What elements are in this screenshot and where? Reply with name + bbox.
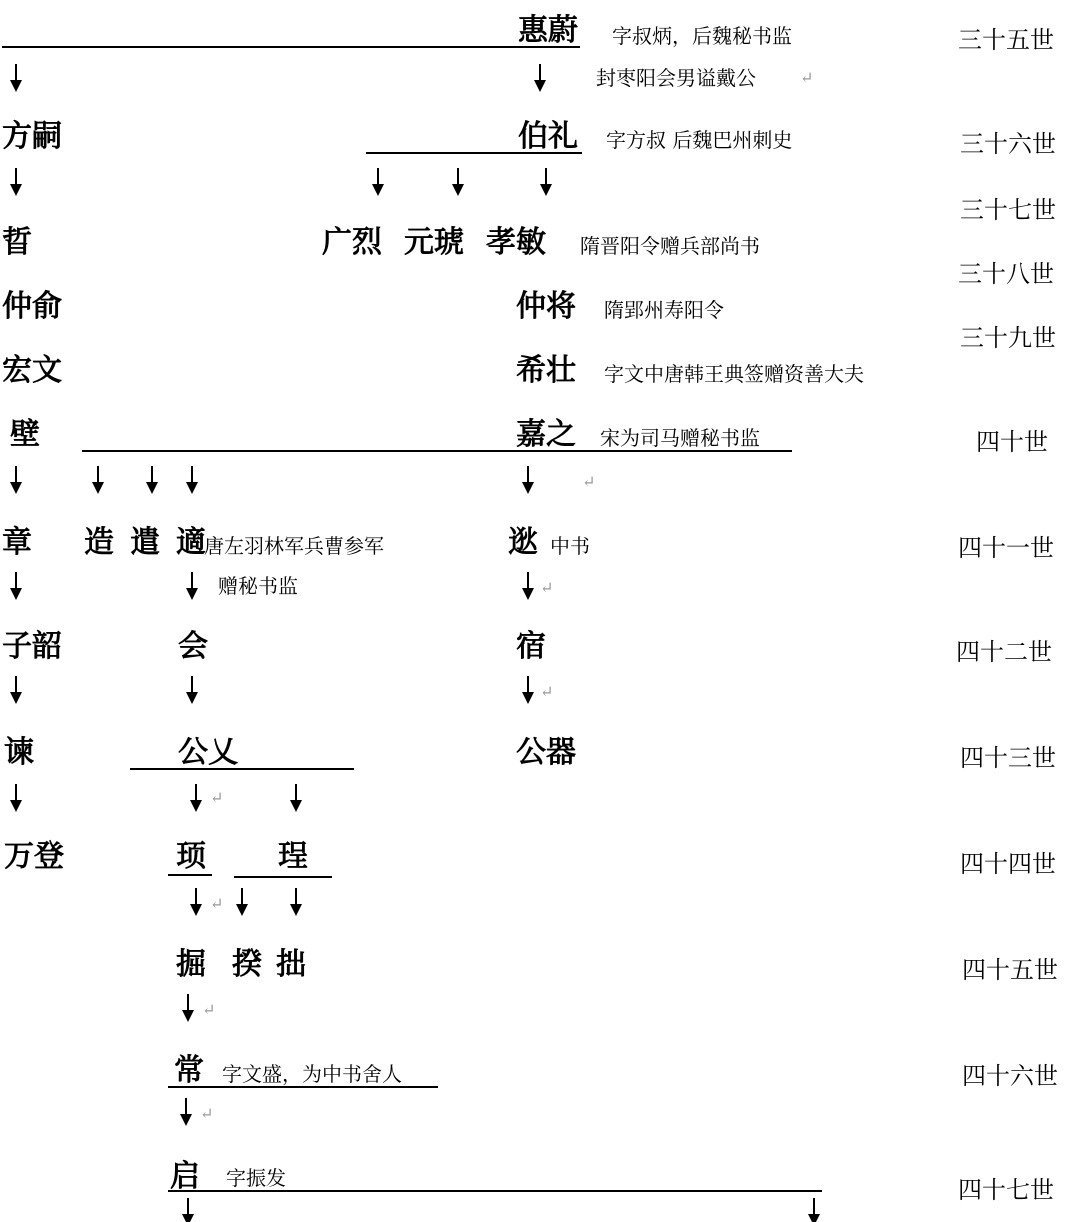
person-zhuo: 拙 — [276, 947, 306, 982]
person-hongwen: 宏文 — [2, 353, 62, 388]
lineage-line — [168, 1086, 438, 1088]
person-ti: 逖 — [508, 525, 538, 560]
person-note: 字文中唐韩王典签赠资善大夫 — [604, 362, 864, 386]
descent-arrow — [539, 168, 553, 198]
return-mark: ↵ — [582, 472, 596, 491]
descent-arrow — [807, 1198, 821, 1220]
generation-label: 四十世 — [976, 428, 1048, 456]
person-note: 赠秘书监 — [218, 574, 298, 598]
descent-arrow — [189, 784, 203, 814]
person-chang: 常 — [174, 1053, 204, 1088]
person-jin: 遣 — [130, 525, 160, 560]
descent-arrow — [451, 168, 465, 198]
person-zao: 造 — [84, 525, 114, 560]
person-note: 字振发 — [226, 1166, 286, 1190]
generation-label: 三十七世 — [960, 196, 1056, 224]
descent-arrow — [9, 676, 23, 706]
person-note: 封枣阳会男谥戴公 — [596, 66, 756, 90]
person-note: 中书 — [550, 534, 590, 558]
descent-arrow — [189, 888, 203, 918]
descent-arrow — [533, 64, 547, 94]
person-hui: 会 — [178, 629, 208, 664]
return-mark: ↵ — [202, 1000, 216, 1019]
person-note: 宋为司马赠秘书监 — [600, 426, 760, 450]
person-qi: 启 — [170, 1159, 200, 1194]
descent-arrow — [185, 466, 199, 496]
person-ju: 掘 — [176, 947, 206, 982]
person-gongyi: 公乂 — [178, 735, 238, 770]
descent-arrow — [9, 466, 23, 496]
generation-label: 三十六世 — [960, 130, 1056, 158]
person-xu: 顼 — [176, 839, 206, 874]
descent-arrow — [91, 466, 105, 496]
return-mark: ↵ — [540, 682, 554, 701]
descent-arrow — [371, 168, 385, 198]
generation-label: 四十七世 — [958, 1176, 1054, 1204]
return-mark: ↵ — [210, 788, 224, 807]
lineage-line — [82, 450, 792, 452]
generation-label: 四十六世 — [962, 1062, 1058, 1090]
person-zhongyu: 仲俞 — [2, 289, 62, 324]
person-cheng: 珵 — [278, 839, 308, 874]
generation-label: 三十九世 — [960, 324, 1056, 352]
person-kui: 揆 — [232, 947, 262, 982]
person-jian: 谏 — [4, 735, 34, 770]
descent-arrow — [181, 994, 195, 1024]
lineage-line — [234, 876, 332, 878]
person-yuanhu: 元琥 — [404, 225, 464, 260]
return-mark: ↵ — [800, 68, 814, 87]
person-gongqi: 公器 — [516, 735, 576, 770]
descent-arrow — [235, 888, 249, 918]
lineage-line — [168, 1190, 822, 1192]
generation-label: 四十二世 — [956, 638, 1052, 666]
person-xizhuang: 希壮 — [516, 353, 576, 388]
descent-arrow — [181, 1198, 195, 1220]
person-wandeng: 万登 — [4, 839, 64, 874]
descent-arrow — [521, 676, 535, 706]
descent-arrow — [185, 676, 199, 706]
person-xiaomin: 孝敏 — [486, 225, 546, 260]
person-note: 隋晋阳令赠兵部尚书 — [580, 234, 760, 258]
generation-label: 四十五世 — [962, 956, 1058, 984]
descent-arrow — [289, 784, 303, 814]
descent-arrow — [9, 572, 23, 602]
person-note: 字叔炳，后魏秘书监 — [612, 24, 792, 48]
lineage-line — [2, 46, 580, 48]
descent-arrow — [9, 784, 23, 814]
generation-label: 三十八世 — [958, 260, 1054, 288]
descent-arrow — [9, 64, 23, 94]
person-zhang: 章 — [2, 525, 32, 560]
person-shi: 適 — [176, 525, 206, 560]
generation-label: 三十五世 — [958, 26, 1054, 54]
return-mark: ↵ — [210, 894, 224, 913]
person-note: 字方叔 后魏巴州刺史 — [606, 128, 793, 152]
person-note: 唐左羽林军兵曹参军 — [204, 534, 384, 558]
descent-arrow — [521, 466, 535, 496]
lineage-line — [130, 768, 354, 770]
return-mark: ↵ — [200, 1104, 214, 1123]
generation-label: 四十四世 — [960, 850, 1056, 878]
descent-arrow — [179, 1098, 193, 1128]
person-jiazhi: 嘉之 — [516, 417, 576, 452]
descent-arrow — [145, 466, 159, 496]
person-note: 隋郢州寿阳令 — [604, 298, 724, 322]
generation-label: 四十三世 — [960, 744, 1056, 772]
descent-arrow — [9, 168, 23, 198]
descent-arrow — [185, 572, 199, 602]
person-fangsi: 方嗣 — [2, 119, 62, 154]
person-zhe: 晢 — [2, 225, 32, 260]
person-note: 字文盛，为中书舍人 — [222, 1062, 402, 1086]
person-zhongjiang: 仲将 — [516, 289, 576, 324]
lineage-line — [168, 874, 212, 876]
person-bi: 壁 — [10, 417, 40, 452]
person-boli: 伯礼 — [518, 119, 578, 154]
person-huiwei: 惠蔚 — [518, 13, 578, 48]
person-su: 宿 — [516, 629, 546, 664]
generation-label: 四十一世 — [958, 534, 1054, 562]
return-mark: ↵ — [540, 578, 554, 597]
descent-arrow — [521, 572, 535, 602]
person-guanglie: 广烈 — [322, 225, 382, 260]
descent-arrow — [289, 888, 303, 918]
person-zishao: 子韶 — [2, 629, 62, 664]
